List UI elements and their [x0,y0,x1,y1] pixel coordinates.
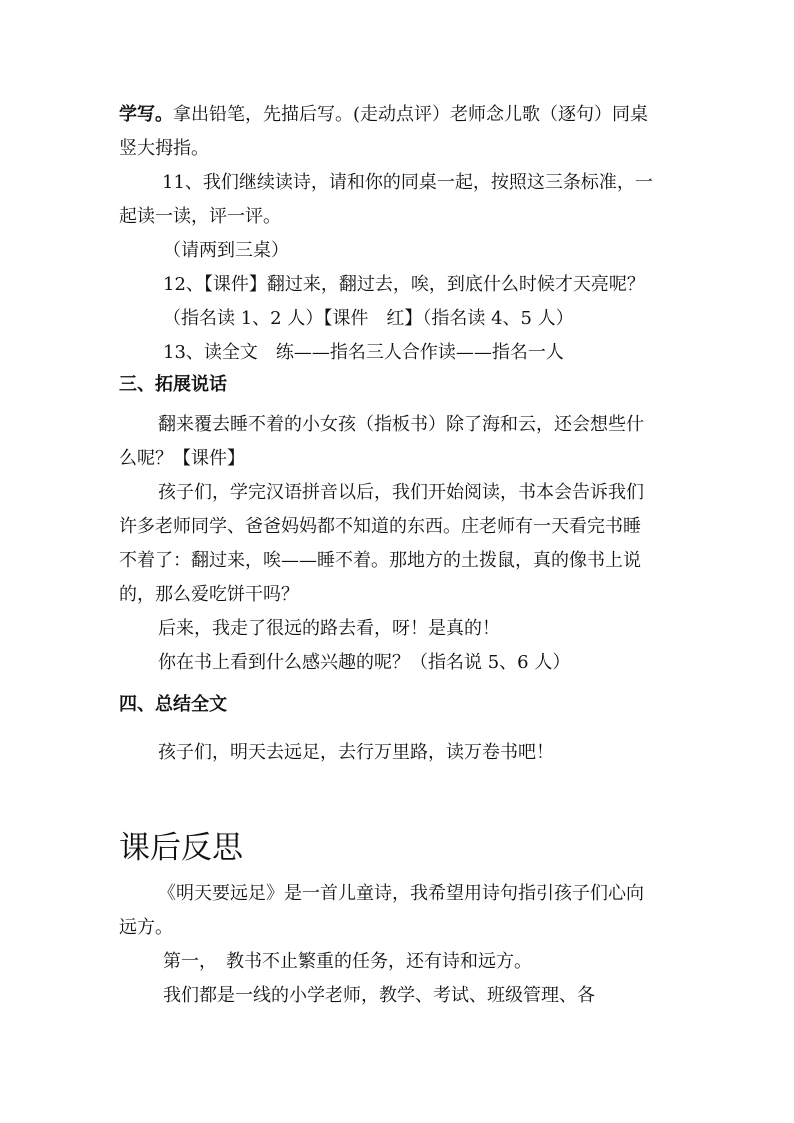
text-line: 后来，我走了很远的路去看，呀！是真的！ [158,618,500,639]
text-line: 你在书上看到什么感兴趣的呢？（指名说 5、6 人） [158,652,571,673]
text-line: 第一， 教书不止繁重的任务，还有诗和远方。 [163,951,532,972]
text-line: 起读一读，评一评。 [119,206,281,227]
text-line [119,103,648,127]
text-line: 竖大拇指。 [119,138,209,159]
text-line: 我们都是一线的小学老师，教学、考试、班级管理、各 [163,985,595,1006]
text-line: 11、我们继续读诗，请和你的同桌一起，按照这三条标准，一 [162,172,653,193]
text-line: （请两到三桌） [163,240,289,261]
text-line: 12、【课件】翻过来，翻过去，唉，到底什么时候才天亮呢？ [163,274,645,295]
text-line: 翻来覆去睡不着的小女孩（指板书）除了海和云，还会想些什 [158,414,644,435]
text-line: 《明天要远足》是一首儿童诗，我希望用诗句指引孩子们心向 [158,883,644,904]
text-line: 许多老师同学、爸爸妈妈都不知道的东西。庄老师有一天看完书睡 [119,516,641,537]
text-rest: 拿出铅笔，先描后写。(走动点评）老师念儿歌（逐句）同桌 [173,104,649,125]
text-line: 的，那么爱吃饼干吗？ [119,584,299,605]
bold-lead: 学写。 [119,104,173,125]
reflection-title: 课后反思 [119,830,243,866]
text-line: 远方。 [119,917,173,938]
section-heading: 四、总结全文 [119,694,227,715]
text-line: 不着了：翻过来，唉——睡不着。那地方的土拨鼠，真的像书上说 [119,550,641,571]
text-line: 13、读全文 练——指名三人合作读——指名一人 [163,342,564,363]
text-line: 么呢？【课件】 [119,448,245,469]
text-line: 孩子们，明天去远足，去行万里路，读万卷书吧！ [158,742,554,763]
text-line: （指名读 1、2 人）【课件 红】（指名读 4、5 人） [163,308,574,329]
section-heading: 三、拓展说话 [119,374,227,395]
text-line: 孩子们，学完汉语拼音以后，我们开始阅读，书本会告诉我们 [158,482,644,503]
